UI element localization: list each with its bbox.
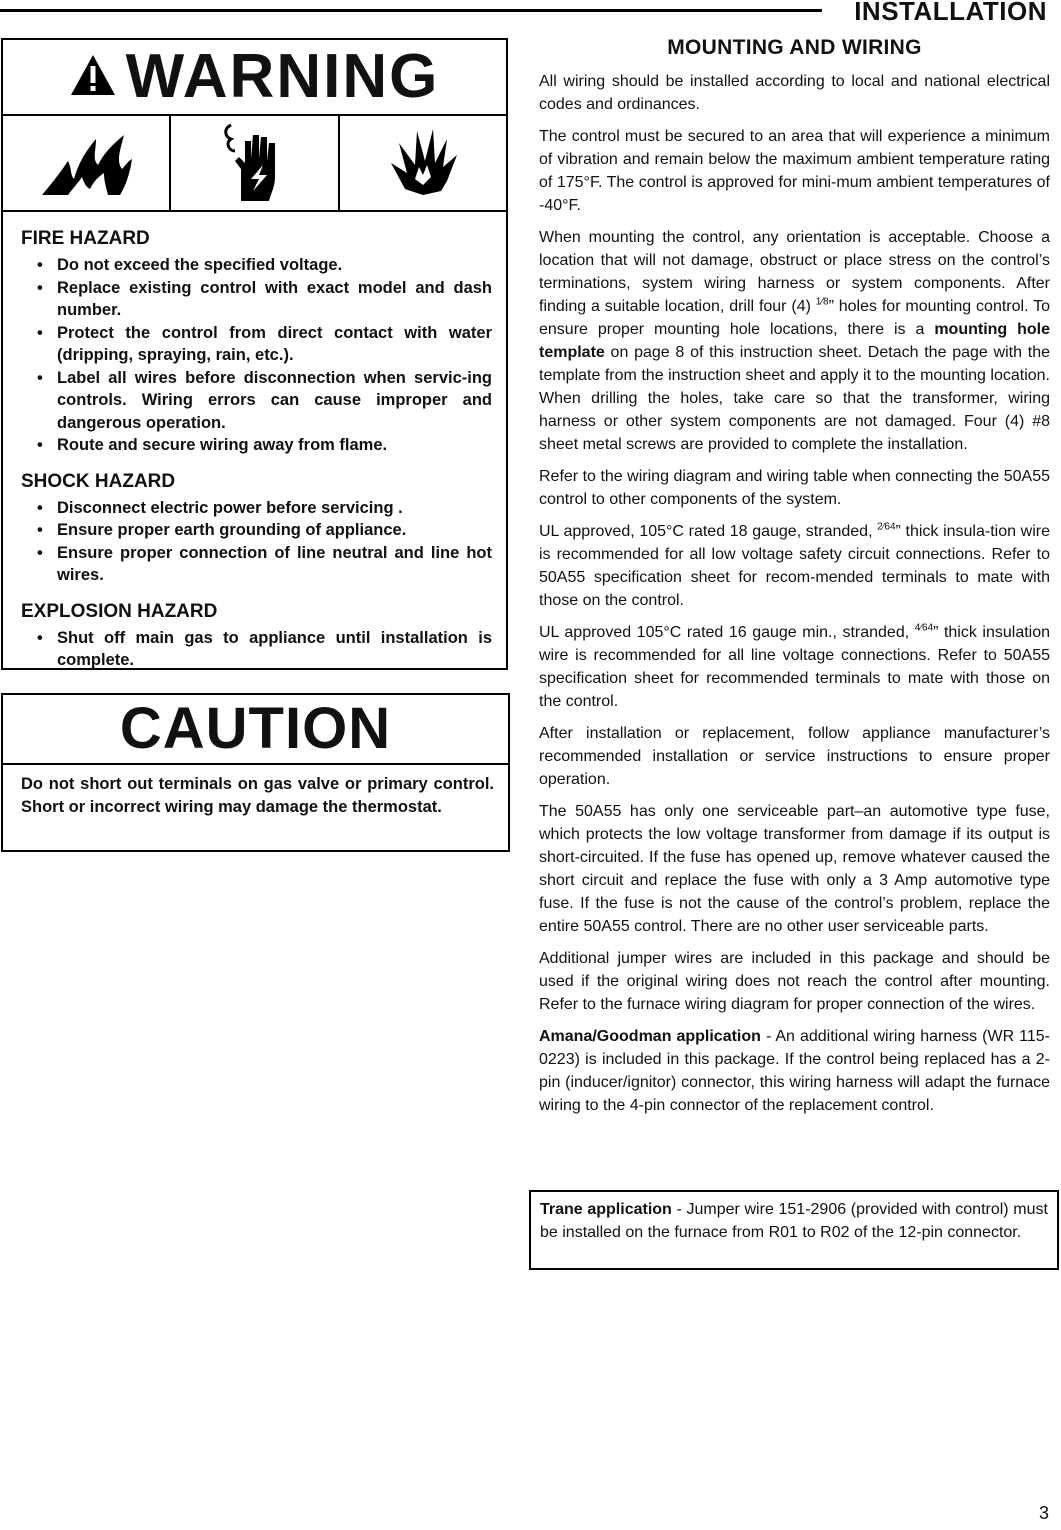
caution-box <box>1 693 510 852</box>
warning-box <box>1 38 508 670</box>
paragraph-text: UL approved, 105°C rated 18 gauge, stranded, <box>539 523 873 540</box>
list-item: • Protect the control from direct contact with water (dripping, spraying, rain, etc.). <box>21 322 492 367</box>
fire-hazard-items <box>21 254 492 457</box>
shock-icon-cell <box>169 116 337 210</box>
amana-goodman-emphasis: Amana/Goodman application <box>539 1028 761 1045</box>
warning-header <box>3 40 506 116</box>
shock-hazard-items <box>21 497 492 587</box>
section-title: INSTALLATION <box>854 0 1047 26</box>
explosion-icon <box>385 125 461 202</box>
fire-hazard-title: FIRE HAZARD <box>21 228 150 249</box>
top-rule <box>0 9 822 12</box>
list-item: • Route and secure wiring away from flame. <box>21 434 492 457</box>
warning-triangle-icon <box>70 54 116 101</box>
caution-title: CAUTION <box>119 696 392 761</box>
paragraph-text: UL approved 105°C rated 16 gauge min., stranded, <box>539 624 910 641</box>
shock-hazard-title: SHOCK HAZARD <box>21 470 176 492</box>
warning-title: WARNING <box>125 42 440 111</box>
list-item: • Disconnect electric power before servicing . <box>21 497 492 520</box>
electric-shock-hand-icon <box>219 121 289 206</box>
paragraph <box>539 1025 1050 1117</box>
fraction: 4⁄64 <box>914 622 934 634</box>
list-item: • Do not exceed the specified voltage. <box>21 254 492 277</box>
list-item: • Replace existing control with exact model and dash number. <box>21 277 492 322</box>
paragraph <box>539 520 1050 612</box>
fire-icon-cell <box>3 116 169 210</box>
paragraph: Additional jumper wires are included in this package and should be used if the original wiring does not reach the control after mounting. Refer to the furnace wiring diagram for proper connection of the wires. <box>539 950 1050 1013</box>
caution-text: Do not short out terminals on gas valve or primary control. Short or incorrect wiring may damage the thermostat. <box>21 775 494 816</box>
mounting-and-wiring-section <box>539 36 1050 1126</box>
callout-text: - Jumper wire 151-2906 (provided with control) must be installed on the furnace from R01 to R02 of the 12-pin connector. <box>540 1201 1048 1241</box>
paragraph-text: on page 8 of this instruction sheet. Detach the page with the template from the instruction sheet and apply it to the mounting location. When drilling the holes, take care so that the transformer, wiring harness or other system components are not damaged. Four (4) #8 sheet metal screws are provided to complete the installation. <box>539 344 1050 453</box>
fire-icon <box>38 125 134 202</box>
list-item: • Ensure proper earth grounding of appliance. <box>21 519 492 542</box>
paragraph <box>539 226 1050 456</box>
explosion-icon-cell <box>338 116 506 210</box>
trane-callout-box <box>529 1190 1059 1270</box>
paragraph: The control must be secured to an area that will experience a minimum of vibration and remain below the maximum ambient temperature rating of 175°F. The control is approved for mini-mum ambient temperatures of -40°F. <box>539 128 1050 214</box>
fraction: 2⁄64 <box>877 521 896 533</box>
paragraph: The 50A55 has only one serviceable part–an automotive type fuse, which protects the low voltage transformer from damage if its output is short-circuited. If the fuse has opened up, remove whatever caused the short circuit and replace the fuse with only a 3 Amp automotive type fuse. If the fuse is not the cause of the control’s problem, replace the entire 50A55 control. There are no other user serviceable parts. <box>539 803 1050 935</box>
paragraph-text: When mounting the control, any orientation is acceptable. Choose a location that will not damage, obstruct or place stress on the control’s terminations, system wiring harness or system components. After finding a suitable location, drill four (4) <box>539 229 1050 315</box>
explosion-hazard-title: EXPLOSION HAZARD <box>21 600 218 622</box>
list-item: • Ensure proper connection of line neutral and line hot wires. <box>21 542 492 587</box>
mounting-hole-template-emphasis: mounting hole template <box>539 321 1051 361</box>
hazard-icon-row <box>3 116 506 212</box>
paragraph <box>539 621 1050 713</box>
page-number: 3 <box>1038 1503 1049 1523</box>
hazards-list <box>3 212 506 672</box>
paragraph-text: ” thick insulation wire is recommended for all line voltage connections. Refer to 50A55 specification sheet for recommended terminals to mate with those on the control. <box>539 624 1051 710</box>
paragraph: All wiring should be installed according to local and national electrical codes and ordinances. <box>539 73 1050 113</box>
list-item: • Shut off main gas to appliance until installation is complete. <box>21 627 492 672</box>
paragraph: After installation or replacement, follow appliance manufacturer’s recommended installation or service instructions to ensure proper operation. <box>539 725 1050 788</box>
list-item: • Label all wires before disconnection when servic-ing controls. Wiring errors can cause improper and dangerous operation. <box>21 367 492 435</box>
trane-emphasis: Trane application <box>540 1201 672 1218</box>
paragraph-text: - An additional wiring harness (WR 115-0223) is included in this package. If the control being replaced has a 2-pin (inducer/ignitor) connector, this wiring harness will adapt the furnace wiring to the 4-pin connector of the replacement control. <box>539 1028 1051 1114</box>
mounting-heading: MOUNTING AND WIRING <box>667 36 922 59</box>
explosion-hazard-items <box>21 627 492 672</box>
fraction: 1⁄8 <box>815 296 829 308</box>
paragraph-text: ” holes for mounting control. To ensure proper mounting hole locations, there is a <box>539 298 1050 338</box>
caution-header <box>3 695 508 765</box>
paragraph-text: ” thick insula-tion wire is recommended for all low voltage safety circuit connections. Refer to 50A55 specification sheet for recom-mended terminals to mate with those on the control. <box>539 523 1050 609</box>
paragraph: Refer to the wiring diagram and wiring table when connecting the 50A55 control to other components of the system. <box>539 468 1050 508</box>
